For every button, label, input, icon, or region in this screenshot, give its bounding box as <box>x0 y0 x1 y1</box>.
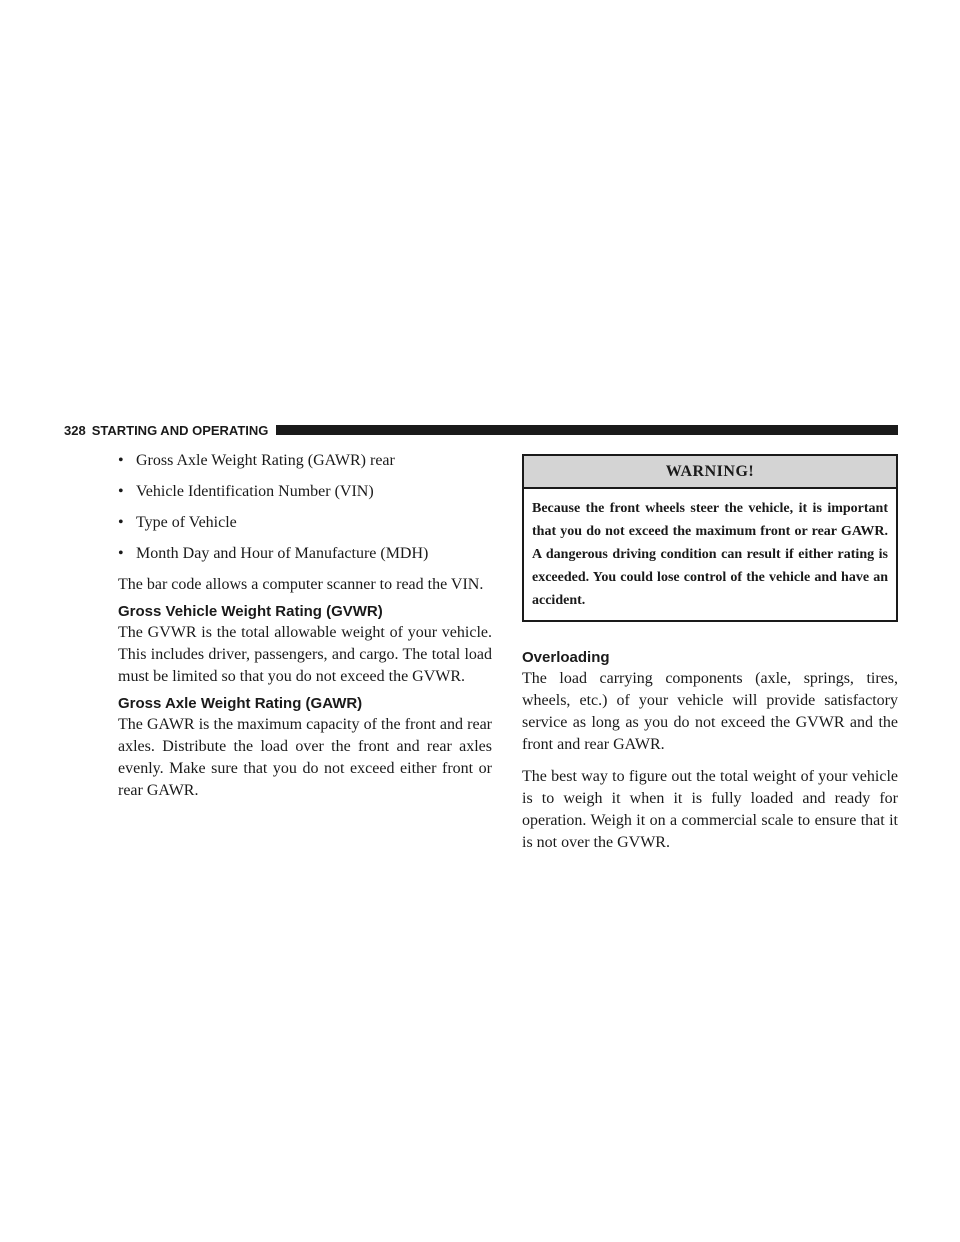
bullet-icon: • <box>118 545 124 562</box>
gvwr-paragraph: The GVWR is the total allowable weight of your vehicle. This includes driver, passengers, and cargo. The total load must be limited so that you do not exceed the GVWR. <box>118 624 492 685</box>
list-item-text: Month Day and Hour of Manufacture (MDH) <box>136 545 429 562</box>
list-item-text: Type of Vehicle <box>136 514 237 531</box>
page-number: 328 <box>64 422 86 438</box>
bullet-icon: • <box>118 452 124 469</box>
overloading-paragraph-2: The best way to figure out the total weight of your vehicle is to weigh it when it is fully loaded and ready for operation. Weigh it on a commercial scale to ensure that it is not over the GVWR. <box>522 768 898 851</box>
running-header <box>64 421 898 439</box>
warning-title: WARNING! <box>524 456 896 489</box>
list-item <box>118 512 492 534</box>
section-title: STARTING AND OPERATING <box>91 422 269 438</box>
warning-text: Because the front wheels steer the vehicle, it is important that you do not exceed the maximum front or rear GAWR. A dangerous driving condition can result if either rating is exceeded. You could lose control of the vehicle and have an accident. <box>532 501 888 608</box>
left-column <box>118 450 492 812</box>
list-item <box>118 543 492 565</box>
gvwr-heading: Gross Vehicle Weight Rating (GVWR) <box>118 603 383 620</box>
list-item-text: Vehicle Identification Number (VIN) <box>136 483 374 500</box>
header-rule <box>276 425 898 435</box>
overloading-heading: Overloading <box>522 649 610 666</box>
right-column <box>522 454 898 864</box>
bullet-icon: • <box>118 483 124 500</box>
gawr-heading: Gross Axle Weight Rating (GAWR) <box>118 695 363 712</box>
overloading-paragraph-1: The load carrying components (axle, springs, tires, wheels, etc.) of your vehicle will provide satisfactory service as long as you do not exceed the GVWR and the front and rear GAWR. <box>522 670 898 753</box>
bullet-list <box>118 450 492 565</box>
barcode-paragraph: The bar code allows a computer scanner to read the VIN. <box>118 576 484 593</box>
list-item-text: Gross Axle Weight Rating (GAWR) rear <box>136 452 395 469</box>
gawr-paragraph: The GAWR is the maximum capacity of the front and rear axles. Distribute the load over the front and rear axles evenly. Make sure that you do not exceed either front or rear GAWR. <box>118 716 492 799</box>
list-item <box>118 481 492 503</box>
warning-box <box>522 454 898 622</box>
bullet-icon: • <box>118 514 124 531</box>
list-item <box>118 450 492 472</box>
